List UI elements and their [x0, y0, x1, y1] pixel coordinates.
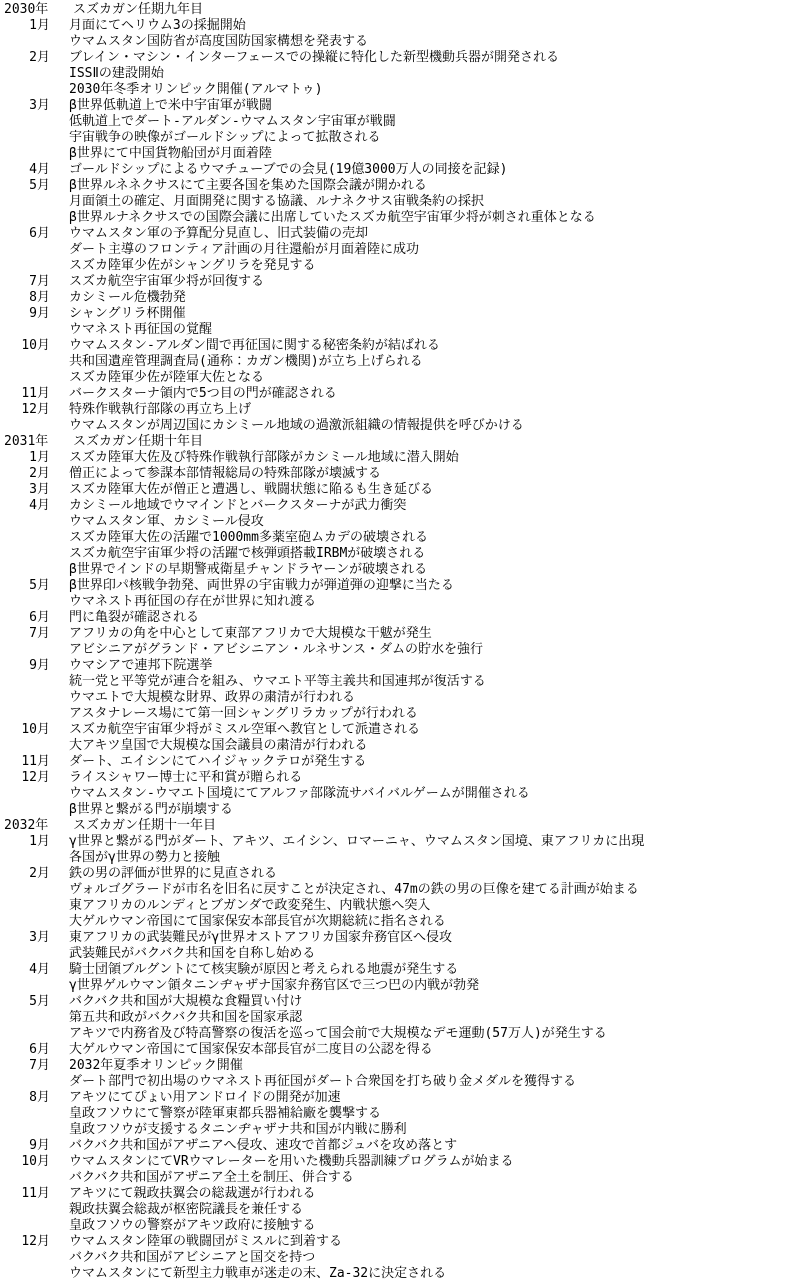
- timeline-row: [0, 482, 794, 498]
- timeline-row: [0, 738, 794, 754]
- event-text: β世界ルナネクサスでの国際会議に出席していたスズカ航空宇宙軍少将が刺され重体となる: [69, 210, 596, 225]
- event-text: β世界にて中国貨物船団が月面着陸: [69, 146, 272, 161]
- event-text: β世界印パ核戦争勃発、両世界の宇宙戦力が弾道弾の迎撃に当たる: [69, 578, 454, 593]
- event-text: 騎士団領ブルグントにて核実験が原因と考えられる地震が発生する: [69, 962, 459, 977]
- event-text: ウマシアで連邦下院選挙: [69, 658, 213, 673]
- event-text: スズカ航空宇宙軍少将の活躍で核弾頭搭載IRBMが破壊される: [69, 546, 426, 561]
- timeline-row: [0, 1042, 794, 1058]
- timeline-row: [0, 66, 794, 82]
- timeline-row: [0, 722, 794, 738]
- month-label: 11月: [21, 754, 50, 769]
- timeline-row: [0, 706, 794, 722]
- event-text: 東アフリカのルンディとブガンダで政変発生、内戦状態へ突入: [69, 898, 431, 913]
- timeline-row: [0, 866, 794, 882]
- timeline-row: [0, 930, 794, 946]
- event-text: 低軌道上でダート-アルダン-ウマムスタン宇宙軍が戦闘: [69, 114, 396, 129]
- timeline-row: [0, 1218, 794, 1234]
- timeline-row: [0, 114, 794, 130]
- timeline-row: [0, 50, 794, 66]
- event-text: β世界ルネネクサスにて主要各国を集めた国際会議が開かれる: [69, 178, 427, 193]
- event-text: アキツで内務省及び特高警察の復活を巡って国会前で大規模なデモ運動(57万人)が発生する: [69, 1026, 607, 1041]
- event-text: シャングリラ杯開催: [69, 306, 186, 321]
- event-text: ウマムスタンにてVRウマレーターを用いた機動兵器訓練プログラムが始まる: [69, 1154, 514, 1169]
- event-text: 東アフリカの武装難民がγ世界オストアフリカ国家弁務官区へ侵攻: [69, 930, 453, 945]
- timeline-row: [0, 818, 794, 834]
- timeline-row: [0, 802, 794, 818]
- timeline-row: [0, 514, 794, 530]
- timeline-row: [0, 1090, 794, 1106]
- event-text: 大ゲルウマン帝国にて国家保安本部長官が次期総統に指名される: [69, 914, 446, 929]
- event-text: 各国がγ世界の勢力と接触: [69, 850, 220, 865]
- timeline-row: [0, 994, 794, 1010]
- event-text: スズカ陸軍少佐がシャングリラを発見する: [69, 258, 316, 273]
- timeline-row: [0, 226, 794, 242]
- timeline-row: [0, 770, 794, 786]
- timeline-row: [0, 674, 794, 690]
- event-text: 宇宙戦争の映像がゴールドシップによって拡散される: [69, 130, 381, 145]
- event-text: 門に亀裂が確認される: [69, 610, 200, 625]
- timeline-row: [0, 418, 794, 434]
- timeline-row: [0, 290, 794, 306]
- timeline-row: [0, 82, 794, 98]
- event-text: ダート主導のフロンティア計画の月往還船が月面着陸に成功: [69, 242, 419, 257]
- event-text: 第五共和政がバクバク共和国を国家承認: [69, 1010, 303, 1025]
- month-label: 4月: [29, 498, 50, 513]
- month-label: 8月: [29, 1090, 50, 1105]
- timeline-row: [0, 130, 794, 146]
- month-label: 2月: [29, 50, 50, 65]
- month-label: 3月: [29, 98, 50, 113]
- timeline-row: [0, 178, 794, 194]
- month-label: 10月: [21, 338, 50, 353]
- event-text: 武装難民がバクバク共和国を自称し始める: [69, 946, 316, 961]
- event-text: アビシニアがグランド・アビシニアン・ルネサンス・ダムの貯水を強行: [69, 642, 484, 657]
- month-label: 12月: [21, 770, 50, 785]
- event-text: アスタナレース場にて第一回シャングリラカップが行われる: [69, 706, 418, 721]
- timeline-row: [0, 850, 794, 866]
- month-label: 10月: [21, 722, 50, 737]
- month-label: 3月: [29, 930, 50, 945]
- month-label: 9月: [29, 1138, 50, 1153]
- timeline-row: [0, 450, 794, 466]
- event-text: バークスターナ領内で5つ目の門が確認される: [69, 386, 337, 401]
- month-label: 8月: [29, 290, 50, 305]
- timeline-row: [0, 1266, 794, 1282]
- month-label: 6月: [29, 1042, 50, 1057]
- event-text: 皇政フソウにて警察が陸軍東都兵器補給廠を襲撃する: [69, 1106, 382, 1121]
- timeline-row: [0, 98, 794, 114]
- event-text: 皇政フソウが支援するタニンヂャザナ共和国が内戦に勝利: [69, 1122, 407, 1137]
- event-text: 僧正によって参謀本部情報総局の特殊部隊が壊滅する: [69, 466, 382, 481]
- month-label: 6月: [29, 610, 50, 625]
- month-label: 6月: [29, 226, 50, 241]
- month-label: 9月: [29, 306, 50, 321]
- event-text: スズカ航空宇宙軍少将がミスル空軍へ教官として派遣される: [69, 722, 421, 737]
- event-text: 鉄の男の評価が世界的に見直される: [69, 866, 278, 881]
- timeline-row: [0, 546, 794, 562]
- event-text: 皇政フソウの警察がアキツ政府に接触する: [69, 1218, 316, 1233]
- timeline-row: [0, 498, 794, 514]
- event-text: ウマムスタン軍、カシミール侵攻: [69, 514, 264, 529]
- month-label: 5月: [29, 578, 50, 593]
- timeline-row: [0, 530, 794, 546]
- event-text: アフリカの角を中心として東部アフリカで大規模な干魃が発生: [69, 626, 432, 641]
- event-text: ウマネスト再征国の覚醒: [69, 322, 213, 337]
- timeline-row: [0, 274, 794, 290]
- timeline-row: [0, 962, 794, 978]
- event-text: スズカ航空宇宙軍少将が回復する: [69, 274, 265, 289]
- timeline-row: [0, 610, 794, 626]
- event-text: バクバク共和国がアザニアへ侵攻、速攻で首都ジュバを攻め落とす: [69, 1138, 458, 1153]
- event-text: ウマムスタンが周辺国にカシミール地域の過激派組織の情報提供を呼びかける: [69, 418, 524, 433]
- event-text: ウマムスタン-アルダン間で再征国に関する秘密条約が結ばれる: [69, 338, 440, 353]
- timeline-row: [0, 466, 794, 482]
- event-text: スズカガン任期十年目: [73, 434, 204, 449]
- event-text: アキツにてぴょい用アンドロイドの開発が加速: [69, 1090, 341, 1105]
- month-label: 7月: [29, 1058, 50, 1073]
- event-text: ウマムスタン国防省が高度国防国家構想を発表する: [69, 34, 369, 49]
- timeline-row: [0, 626, 794, 642]
- timeline-row: [0, 1058, 794, 1074]
- timeline-row: [0, 898, 794, 914]
- event-text: バクバク共和国がアビシニアと国交を持つ: [69, 1250, 316, 1265]
- event-text: スズカ陸軍大佐の活躍で1000mm多薬室砲ムカデの破壊される: [69, 530, 428, 545]
- event-text: ウマムスタンにて新型主力戦車が迷走の末、Za-32に決定される: [69, 1266, 447, 1281]
- timeline-row: [0, 978, 794, 994]
- timeline-row: [0, 914, 794, 930]
- event-text: β世界低軌道上で米中宇宙軍が戦闘: [69, 98, 272, 113]
- event-text: ウマムスタン軍の予算配分見直し、旧式装備の売却: [69, 226, 369, 241]
- event-text: 月面領土の確定、月面開発に関する協議、ルナネクサス宙戦条約の採択: [69, 194, 484, 209]
- event-text: 共和国遺産管理調査局(通称：カガン機関)が立ち上げられる: [69, 354, 423, 369]
- event-text: γ世界と繋がる門がダート、アキツ、エイシン、ロマーニャ、ウマムスタン国境、東アフリカに出現: [69, 834, 645, 849]
- timeline-row: [0, 1026, 794, 1042]
- event-text: ウマムスタン陸軍の戦闘団がミスルに到着する: [69, 1234, 343, 1249]
- timeline-row: [0, 946, 794, 962]
- timeline-row: [0, 210, 794, 226]
- timeline-row: [0, 1250, 794, 1266]
- timeline-row: [0, 1170, 794, 1186]
- event-text: 大ゲルウマン帝国にて国家保安本部長官が二度目の公認を得る: [69, 1042, 433, 1057]
- event-text: スズカ陸軍大佐及び特殊作戦執行部隊がカシミール地域に潜入開始: [69, 450, 459, 465]
- month-label: 11月: [21, 1186, 50, 1201]
- event-text: γ世界ゲルウマン領タニンヂャザナ国家弁務官区で三つ巴の内戦が勃発: [69, 978, 480, 993]
- month-label: 9月: [29, 658, 50, 673]
- timeline-row: [0, 338, 794, 354]
- month-label: 1月: [29, 834, 50, 849]
- timeline-row: [0, 306, 794, 322]
- event-text: カシミール危機勃発: [69, 290, 186, 305]
- timeline-row: [0, 370, 794, 386]
- month-label: 2月: [29, 466, 50, 481]
- month-label: 5月: [29, 178, 50, 193]
- timeline-row: [0, 2, 794, 18]
- timeline-row: [0, 18, 794, 34]
- timeline-row: [0, 690, 794, 706]
- event-text: ISSⅡの建設開始: [69, 66, 164, 81]
- timeline-row: [0, 34, 794, 50]
- timeline-row: [0, 1202, 794, 1218]
- timeline-row: [0, 1154, 794, 1170]
- event-text: バクバク共和国がアザニア全土を制圧、併合する: [69, 1170, 354, 1185]
- month-label: 4月: [29, 162, 50, 177]
- event-text: ヴォルゴグラードが市名を旧名に戻すことが決定され、47mの鉄の男の巨像を建てる計画が始まる: [69, 882, 639, 897]
- event-text: 統一党と平等党が連合を組み、ウマエト平等主義共和国連邦が復活する: [69, 674, 486, 689]
- timeline-row: [0, 1186, 794, 1202]
- event-text: スズカ陸軍少佐が陸軍大佐となる: [69, 370, 265, 385]
- event-text: 2032年夏季オリンピック開催: [69, 1058, 243, 1073]
- timeline-row: [0, 754, 794, 770]
- event-text: ウマムスタン-ウマエト国境にてアルファ部隊流サバイバルゲームが開催される: [69, 786, 530, 801]
- event-text: スズカ陸軍大佐が僧正と遭遇し、戦闘状態に陥るも生き延びる: [69, 482, 434, 497]
- timeline-row: [0, 162, 794, 178]
- timeline-row: [0, 1106, 794, 1122]
- event-text: ライスシャワー博士に平和賞が贈られる: [69, 770, 303, 785]
- timeline-row: [0, 194, 794, 210]
- timeline-row: [0, 402, 794, 418]
- month-label: 11月: [21, 386, 50, 401]
- month-label: 3月: [29, 482, 50, 497]
- event-text: ダート、エイシンにてハイジャックテロが発生する: [69, 754, 367, 769]
- month-label: 2月: [29, 866, 50, 881]
- event-text: 月面にてヘリウム3の採掘開始: [69, 18, 246, 33]
- timeline-row: [0, 834, 794, 850]
- timeline-row: [0, 322, 794, 338]
- event-text: ウマエトで大規模な財界、政界の粛清が行われる: [69, 690, 356, 705]
- timeline-row: [0, 1138, 794, 1154]
- timeline-row: [0, 146, 794, 162]
- timeline-row: [0, 642, 794, 658]
- month-label: 7月: [29, 626, 50, 641]
- year-label: 2031年: [4, 434, 49, 449]
- timeline-row: [0, 1074, 794, 1090]
- event-text: ダート部門で初出場のウマネスト再征国がダート合衆国を打ち破り金メダルを獲得する: [69, 1074, 577, 1089]
- timeline-row: [0, 258, 794, 274]
- month-label: 1月: [29, 18, 50, 33]
- timeline-row: [0, 386, 794, 402]
- event-text: β世界と繋がる門が崩壊する: [69, 802, 233, 817]
- event-text: 大アキツ皇国で大規模な国会議員の粛清が行われる: [69, 738, 368, 753]
- month-label: 5月: [29, 994, 50, 1009]
- event-text: スズカガン任期九年目: [73, 2, 204, 17]
- year-label: 2030年: [4, 2, 49, 17]
- event-text: カシミール地域でウマインドとバークスターナが武力衝突: [69, 498, 407, 513]
- timeline-row: [0, 594, 794, 610]
- event-text: 特殊作戦執行部隊の再立ち上げ: [69, 402, 252, 417]
- event-text: ブレイン・マシン・インターフェースでの操縦に特化した新型機動兵器が開発される: [69, 50, 560, 65]
- timeline-row: [0, 658, 794, 674]
- month-label: 10月: [21, 1154, 50, 1169]
- timeline-row: [0, 1010, 794, 1026]
- timeline-row: [0, 1122, 794, 1138]
- event-text: ウマネスト再征国の存在が世界に知れ渡る: [69, 594, 317, 609]
- event-text: 2030年冬季オリンピック開催(アルマトゥ): [69, 82, 323, 97]
- timeline-row: [0, 882, 794, 898]
- month-label: 12月: [21, 402, 50, 417]
- timeline-row: [0, 1234, 794, 1250]
- timeline-row: [0, 578, 794, 594]
- month-label: 1月: [29, 450, 50, 465]
- timeline-row: [0, 562, 794, 578]
- year-label: 2032年: [4, 818, 49, 833]
- month-label: 12月: [21, 1234, 50, 1249]
- event-text: バクバク共和国が大規模な食糧買い付け: [69, 994, 303, 1009]
- timeline-row: [0, 434, 794, 450]
- event-text: アキツにて親政扶翼会の総裁選が行われる: [69, 1186, 316, 1201]
- event-text: β世界でインドの早期警戒衛星チャンドラヤーンが破壊される: [69, 562, 428, 577]
- event-text: スズカガン任期十一年目: [73, 818, 217, 833]
- month-label: 4月: [29, 962, 50, 977]
- month-label: 7月: [29, 274, 50, 289]
- event-text: 親政扶翼会総裁が枢密院議長を兼任する: [69, 1202, 304, 1217]
- event-text: ゴールドシップによるウマチューブでの会見(19億3000万人の同接を記録): [69, 162, 508, 177]
- timeline-row: [0, 786, 794, 802]
- timeline-row: [0, 354, 794, 370]
- timeline-row: [0, 242, 794, 258]
